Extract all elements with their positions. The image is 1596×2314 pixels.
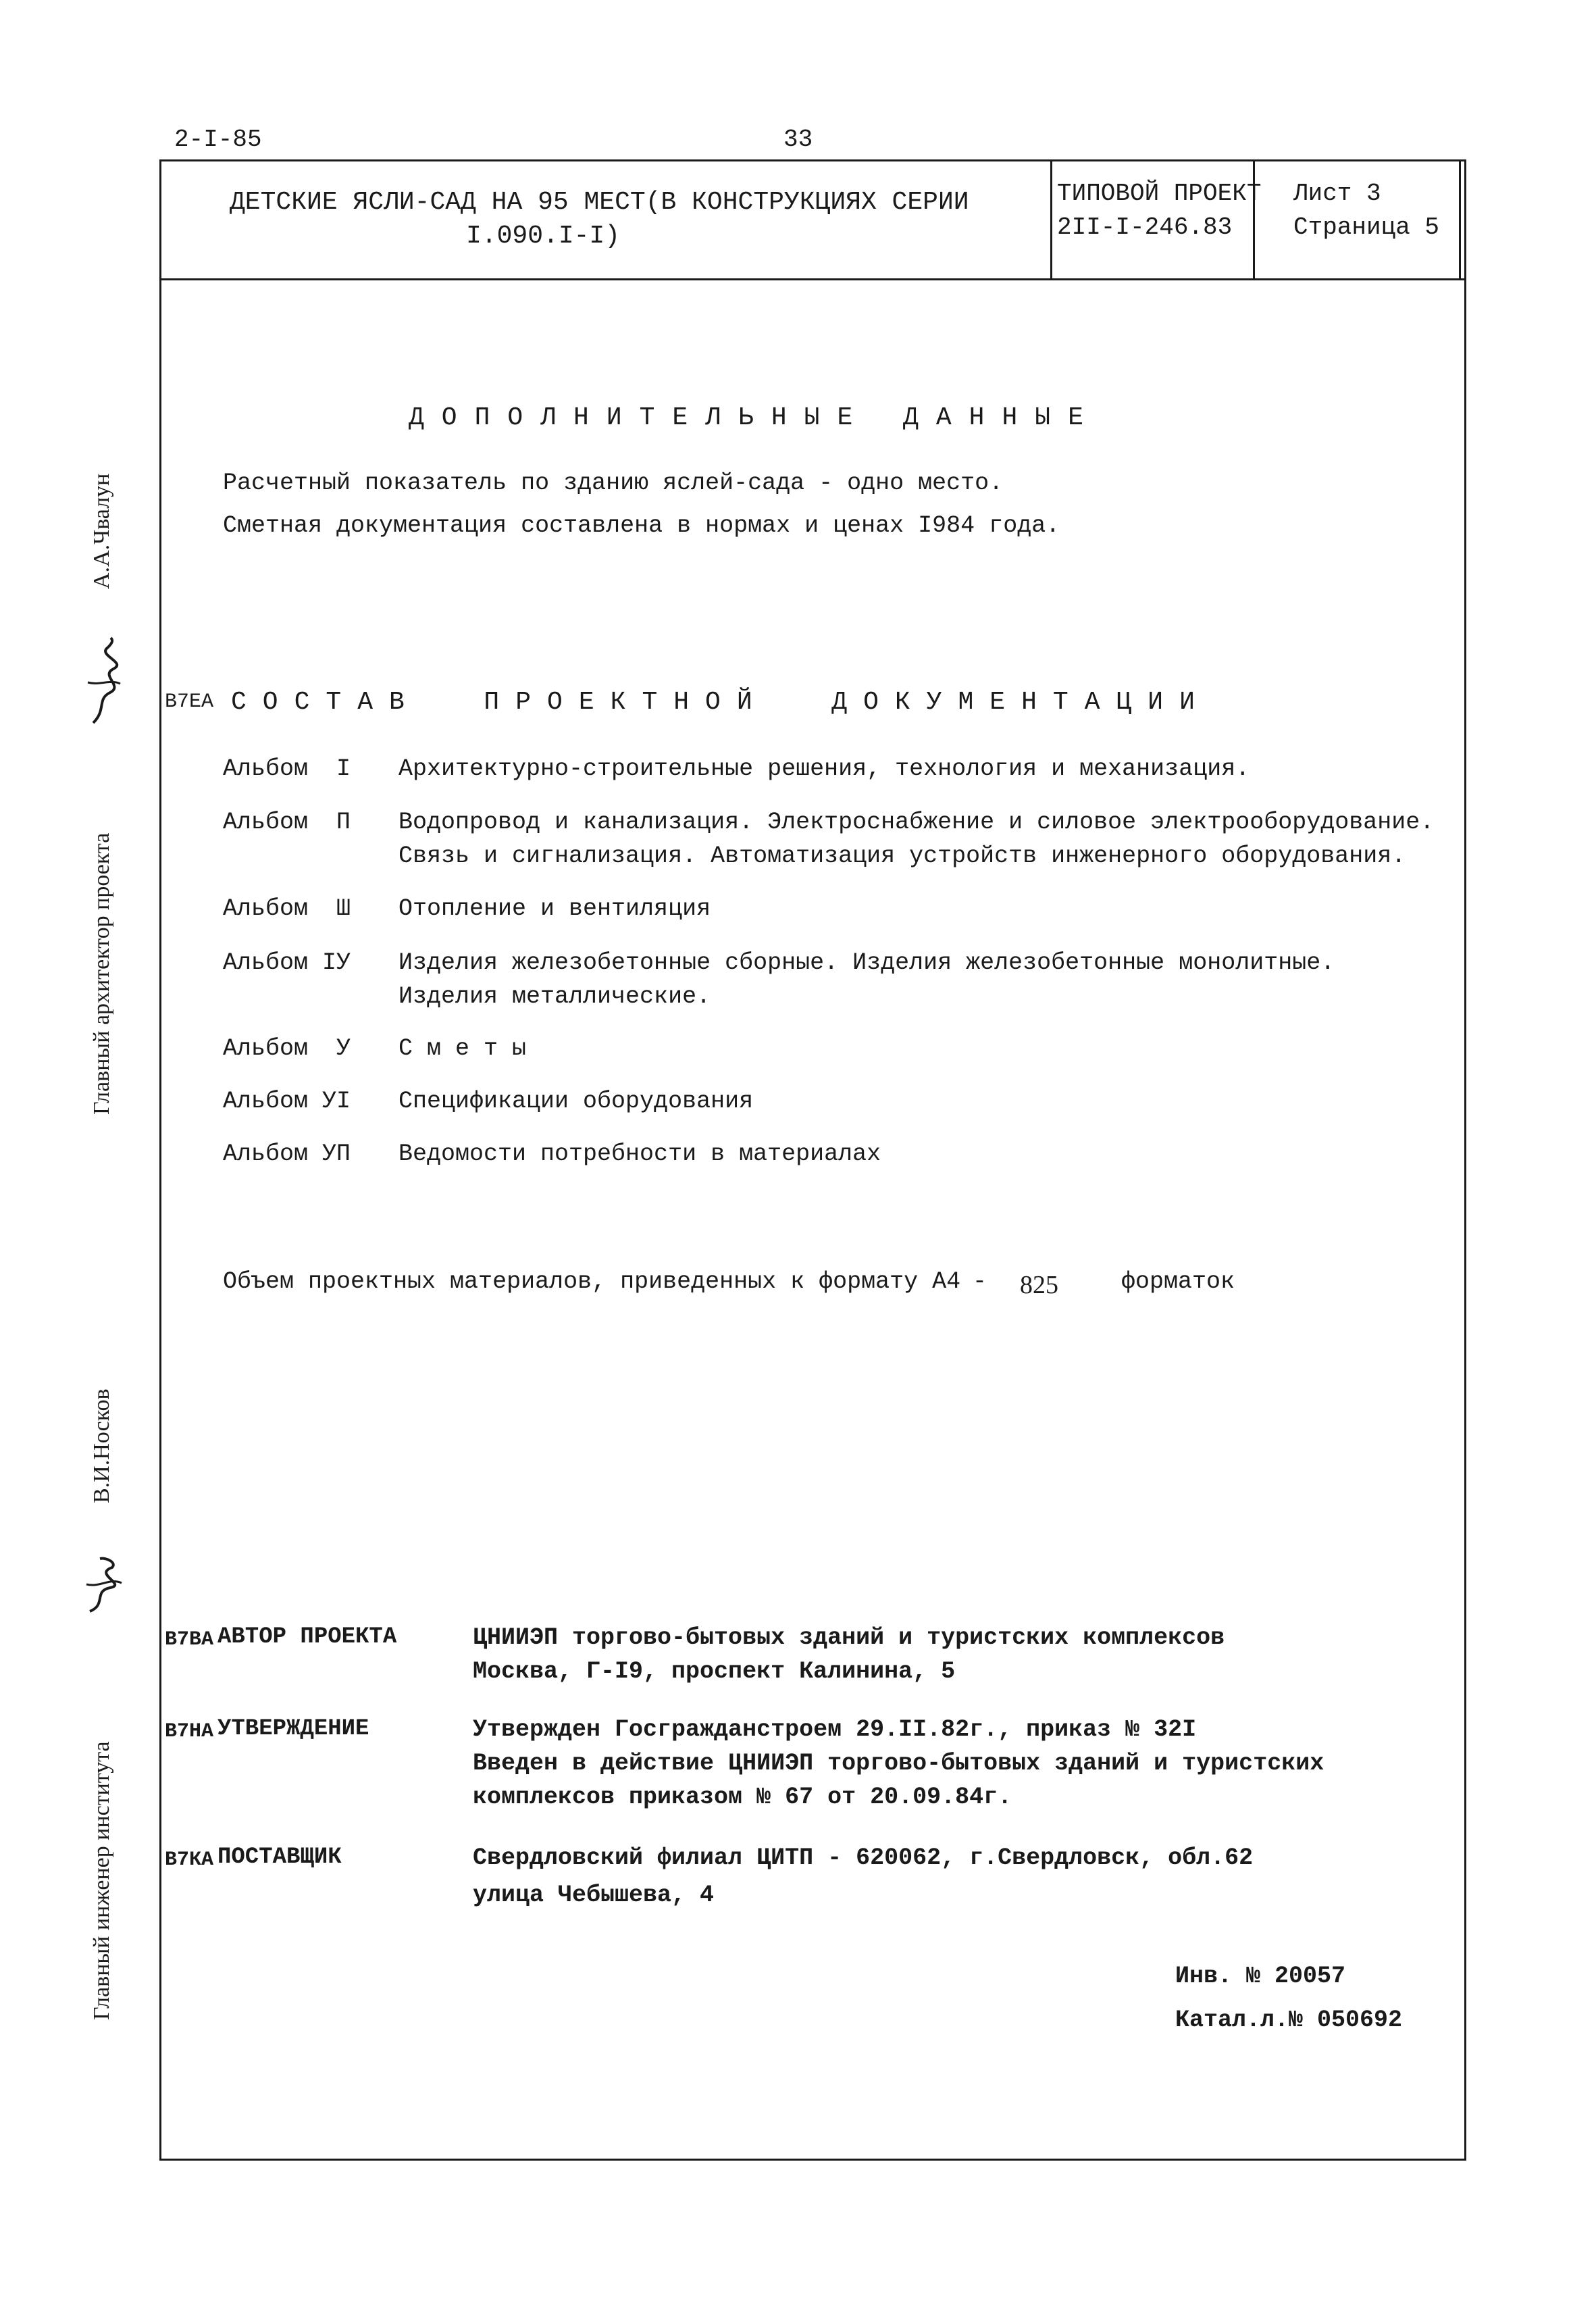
album-text-2-2: Связь и сигнализация. Автоматизация устройств инженерного оборудования.	[398, 842, 1406, 870]
supplier-label: ПОСТАВЩИК	[217, 1844, 342, 1870]
architect-signature	[80, 635, 127, 730]
additional-line-2: Сметная документация составлена в нормах и ценах I984 года.	[223, 512, 1060, 539]
album-text-2-1: Водопровод и канализация. Электроснабжение и силовое электрооборудование.	[398, 809, 1435, 836]
album-label-3: Альбом Ш	[223, 895, 351, 922]
supplier-code: В7КА	[165, 1848, 214, 1871]
chief-engineer-role: Главный инженер института	[89, 1741, 114, 2020]
album-text-5-1: С м е т ы	[398, 1035, 527, 1062]
author-line-1: ЦНИИЭП торгово-бытовых зданий и туристских комплексов	[473, 1624, 1225, 1651]
chief-architect-role: Главный архитектор проекта	[89, 832, 114, 1115]
catalog-number: Катал.л.№ 050692	[1175, 2007, 1403, 2034]
additional-line-1: Расчетный показатель по зданию яслей-сада - одно место.	[223, 470, 1004, 497]
album-label-7: Альбом УП	[223, 1140, 351, 1167]
volume-value: 825	[1020, 1271, 1058, 1299]
approval-label: УТВЕРЖДЕНИЕ	[217, 1716, 369, 1742]
album-text-3-1: Отопление и вентиляция	[398, 895, 711, 922]
title-line-2: I.090.I-I)	[466, 222, 621, 251]
title-block-separator-3	[1459, 159, 1461, 278]
title-block-separator-1	[1050, 159, 1052, 278]
volume-unit: форматок	[1121, 1268, 1235, 1295]
album-label-1: Альбом I	[223, 755, 351, 782]
title-line-1: ДЕТСКИЕ ЯСЛИ-САД НА 95 МЕСТ(В КОНСТРУКЦИЯХ СЕРИИ	[230, 188, 969, 217]
additional-heading: ДОПОЛНИТЕЛЬНЫЕ ДАННЫЕ	[409, 403, 1101, 432]
title-block-divider	[159, 278, 1466, 280]
album-text-6-1: Спецификации оборудования	[398, 1088, 754, 1115]
page-label: Страница 5	[1293, 213, 1440, 241]
inventory-number: Инв. № 20057	[1175, 1963, 1346, 1990]
album-text-4-2: Изделия металлические.	[398, 983, 711, 1010]
album-label-4: Альбом IУ	[223, 949, 351, 976]
album-text-7-1: Ведомости потребности в материалах	[398, 1140, 881, 1167]
approval-line-1: Утвержден Госгражданстроем 29.II.82г., приказ № 32I	[473, 1716, 1197, 1743]
project-type: ТИПОВОЙ ПРОЕКТ	[1057, 180, 1262, 207]
supplier-line-2: улица Чебышева, 4	[473, 1882, 715, 1909]
approval-line-3: комплексов приказом № 67 от 20.09.84г.	[473, 1784, 1012, 1811]
album-text-1-1: Архитектурно-строительные решения, технология и механизация.	[398, 755, 1250, 782]
composition-heading: СОСТАВ ПРОЕКТНОЙ ДОКУМЕНТАЦИИ	[231, 688, 1211, 717]
album-label-5: Альбом У	[223, 1035, 351, 1062]
approval-code: В7НА	[165, 1720, 214, 1743]
project-number: 2II-I-246.83	[1057, 213, 1233, 241]
author-code: В7ВА	[165, 1628, 214, 1651]
volume-dash: -	[973, 1268, 987, 1295]
chief-engineer-name: В.И.Носков	[89, 1388, 114, 1503]
document-code: 2-I-85	[174, 126, 262, 153]
supplier-line-1: Свердловский филиал ЦИТП - 620062, г.Свердловск, обл.62	[473, 1844, 1254, 1871]
approval-line-2: Введен в действие ЦНИИЭП торгово-бытовых зданий и туристских	[473, 1750, 1324, 1777]
author-line-2: Москва, Г-I9, проспект Калинина, 5	[473, 1658, 956, 1685]
album-text-4-1: Изделия железобетонные сборные. Изделия железобетонные монолитные.	[398, 949, 1335, 976]
composition-code: В7ЕА	[165, 690, 214, 713]
chief-architect-name: А.А.Чвалун	[89, 473, 114, 589]
volume-text: Объем проектных материалов, приведенных к формату А4	[223, 1268, 961, 1295]
album-label-6: Альбом УI	[223, 1088, 351, 1115]
page-number: 33	[783, 126, 813, 153]
sheet-number: Лист 3	[1293, 180, 1381, 207]
album-label-2: Альбом П	[223, 809, 351, 836]
author-label: АВТОР ПРОЕКТА	[217, 1624, 397, 1650]
engineer-signature	[80, 1551, 127, 1618]
